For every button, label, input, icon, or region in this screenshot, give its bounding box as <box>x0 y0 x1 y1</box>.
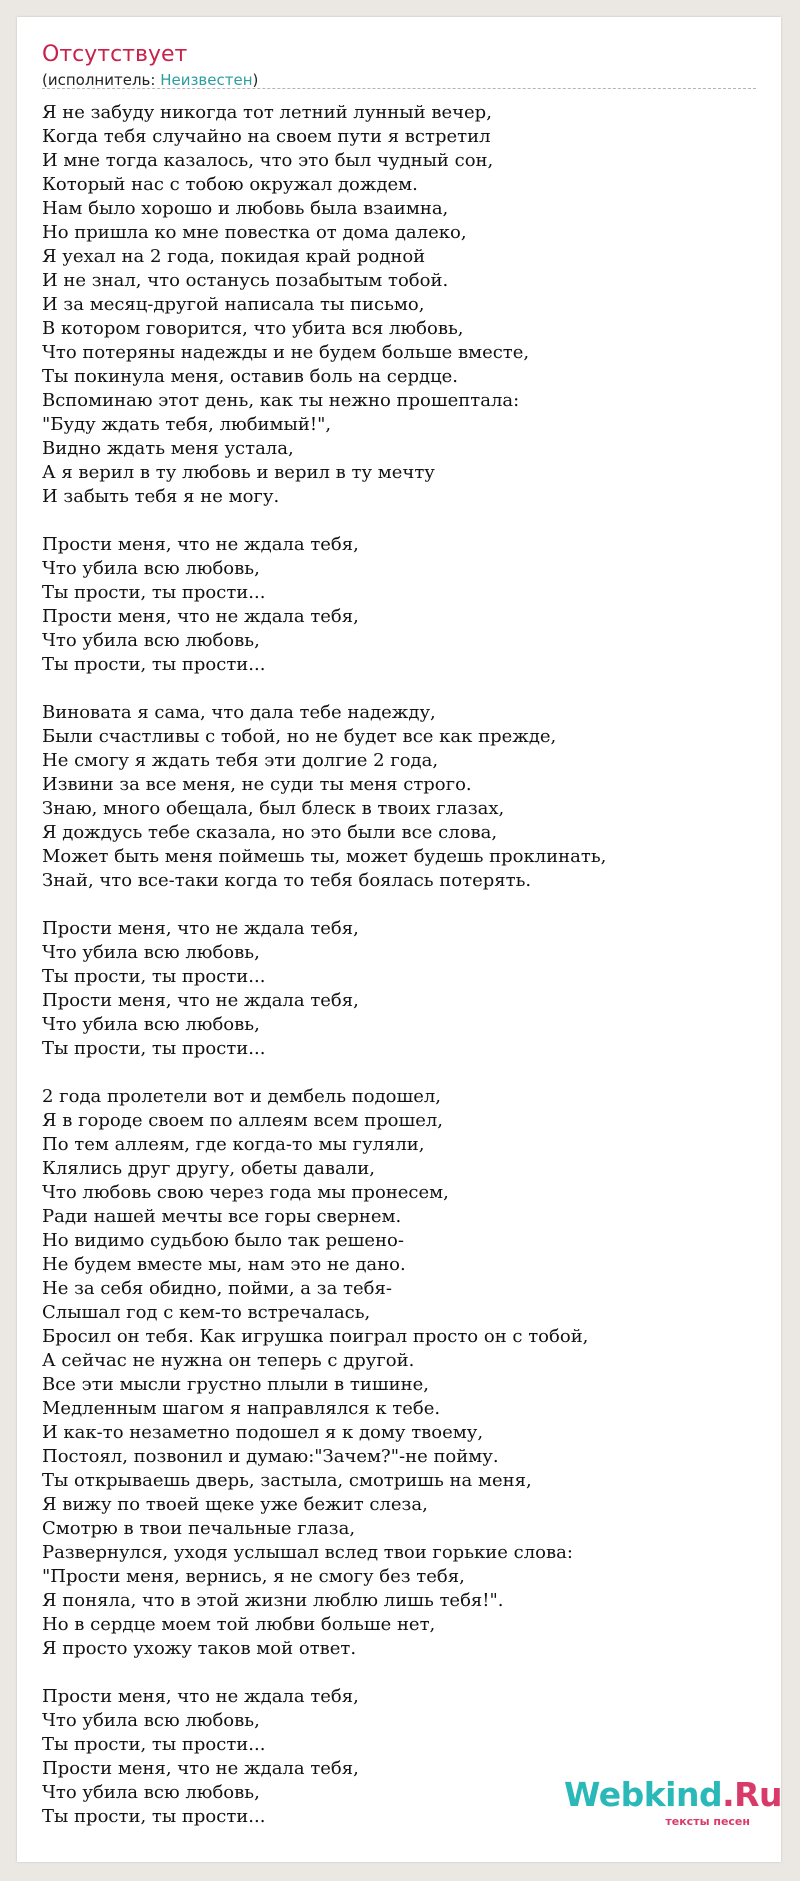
lyric-line: "Прости меня, вернись, я не смогу без тебя, <box>42 1566 465 1587</box>
site-logo[interactable] <box>564 1775 783 1833</box>
lyric-line: Я не забуду никогда тот летний лунный вечер, <box>42 102 492 123</box>
logo-tagline: тексты песен <box>665 1815 750 1828</box>
lyric-line: В котором говорится, что убита вся любовь, <box>42 318 464 339</box>
performer-suffix: ) <box>252 71 259 89</box>
lyric-line: Который нас с тобою окружал дождем. <box>42 174 418 195</box>
lyric-line: Ты открываешь дверь, застыла, смотришь на меня, <box>42 1470 532 1491</box>
logo-wordmark <box>564 1775 782 1815</box>
lyric-line: Что убила всю любовь, <box>42 558 260 579</box>
lyric-line: Знаю, много обещала, был блеск в твоих глазах, <box>42 798 505 819</box>
logo-brand-text: Webkind <box>564 1775 723 1814</box>
stanza-break <box>42 893 762 917</box>
lyric-line: Знай, что все-таки когда то тебя боялась потерять. <box>42 870 532 891</box>
song-title: Отсутствует <box>42 42 188 67</box>
lyric-line: Прости меня, что не ждала тебя, <box>42 606 359 627</box>
lyric-line: 2 года пролетели вот и дембель подошел, <box>42 1086 442 1107</box>
lyric-line: Прости меня, что не ждала тебя, <box>42 534 359 555</box>
performer-prefix: (исполнитель: <box>42 71 161 89</box>
lyric-line: И как-то незаметно подошел я к дому твоему, <box>42 1422 484 1443</box>
lyric-line: Нам было хорошо и любовь была взаимна, <box>42 198 449 219</box>
lyric-line: Ради нашей мечты все горы свернем. <box>42 1206 402 1227</box>
lyric-line: Не будем вместе мы, нам это не дано. <box>42 1254 406 1275</box>
lyric-line: Ты прости, ты прости... <box>42 1806 266 1827</box>
lyric-line: "Буду ждать тебя, любимый!", <box>42 414 332 435</box>
lyric-line: Прости меня, что не ждала тебя, <box>42 990 359 1011</box>
lyric-line: Но пришла ко мне повестка от дома далеко, <box>42 222 467 243</box>
lyric-line: Я дождусь тебе сказала, но это были все слова, <box>42 822 498 843</box>
lyric-line: Не смогу я ждать тебя эти долгие 2 года, <box>42 750 439 771</box>
lyric-line: Медленным шагом я направлялся к тебе. <box>42 1398 441 1419</box>
lyric-line: Но видимо судьбою было так решено- <box>42 1230 404 1251</box>
lyric-line: Прости меня, что не ждала тебя, <box>42 1686 359 1707</box>
lyric-line: Виновата я сама, что дала тебе надежду, <box>42 702 436 723</box>
lyric-line: Слышал год с кем-то встречалась, <box>42 1302 371 1323</box>
title-divider <box>42 88 756 89</box>
lyric-line: Я уехал на 2 года, покидая край родной <box>42 246 426 267</box>
logo-tld-text: .Ru <box>722 1775 783 1814</box>
stanza-break <box>42 677 762 701</box>
lyric-line: Извини за все меня, не суди ты меня строго. <box>42 774 472 795</box>
lyric-line: А сейчас не нужна он теперь с другой. <box>42 1350 415 1371</box>
lyrics-card <box>17 17 781 1862</box>
lyric-line: И забыть тебя я не могу. <box>42 486 280 507</box>
lyric-line: Не за себя обидно, пойми, а за тебя- <box>42 1278 392 1299</box>
lyric-line: Я вижу по твоей щеке уже бежит слеза, <box>42 1494 428 1515</box>
lyric-line: Развернулся, уходя услышал вслед твои горькие слова: <box>42 1542 573 1563</box>
lyric-line: Прости меня, что не ждала тебя, <box>42 1758 359 1779</box>
stanza-break <box>42 509 762 533</box>
lyric-line: И мне тогда казалось, что это был чудный сон, <box>42 150 494 171</box>
performer-link[interactable]: Неизвестен <box>160 71 253 89</box>
lyric-line: Что убила всю любовь, <box>42 1014 260 1035</box>
lyric-line: Все эти мысли грустно плыли в тишине, <box>42 1374 429 1395</box>
lyric-line: Ты покинула меня, оставив боль на сердце. <box>42 366 459 387</box>
lyric-line: Что потеряны надежды и не будем больше вместе, <box>42 342 530 363</box>
lyric-line: Клялись друг другу, обеты давали, <box>42 1158 375 1179</box>
lyric-line: Ты прости, ты прости... <box>42 1734 266 1755</box>
lyric-line: Что убила всю любовь, <box>42 942 260 963</box>
lyric-line: Бросил он тебя. Как игрушка поиграл просто он с тобой, <box>42 1326 589 1347</box>
lyric-line: Я в городе своем по аллеям всем прошел, <box>42 1110 444 1131</box>
lyric-line: Ты прости, ты прости... <box>42 654 266 675</box>
lyric-line: Что убила всю любовь, <box>42 1782 260 1803</box>
lyric-line: И не знал, что останусь позабытым тобой. <box>42 270 449 291</box>
lyric-line: Когда тебя случайно на своем пути я встретил <box>42 126 491 147</box>
lyric-line: Что убила всю любовь, <box>42 1710 260 1731</box>
lyric-line: Я поняла, что в этой жизни люблю лишь тебя!". <box>42 1590 504 1611</box>
lyrics-text <box>42 101 762 1829</box>
lyric-line: Что любовь свою через года мы пронесем, <box>42 1182 449 1203</box>
lyric-line: Но в сердце моем той любви больше нет, <box>42 1614 436 1635</box>
lyric-line: Прости меня, что не ждала тебя, <box>42 918 359 939</box>
lyric-line: По тем аллеям, где когда-то мы гуляли, <box>42 1134 425 1155</box>
lyric-line: Может быть меня поймешь ты, может будешь проклинать, <box>42 846 607 867</box>
lyric-line: Видно ждать меня устала, <box>42 438 294 459</box>
lyric-line: Ты прости, ты прости... <box>42 582 266 603</box>
lyric-line: Ты прости, ты прости... <box>42 966 266 987</box>
lyric-line: Постоял, позвонил и думаю:"Зачем?"-не пойму. <box>42 1446 499 1467</box>
lyric-line: Смотрю в твои печальные глаза, <box>42 1518 356 1539</box>
lyric-line: Я просто ухожу таков мой ответ. <box>42 1638 357 1659</box>
lyric-line: Ты прости, ты прости... <box>42 1038 266 1059</box>
performer-line <box>42 70 258 90</box>
lyric-line: Были счастливы с тобой, но не будет все как прежде, <box>42 726 557 747</box>
lyric-line: Что убила всю любовь, <box>42 630 260 651</box>
lyric-line: А я верил в ту любовь и верил в ту мечту <box>42 462 435 483</box>
stanza-break <box>42 1061 762 1085</box>
lyric-line: И за месяц-другой написала ты письмо, <box>42 294 425 315</box>
lyric-line: Вспоминаю этот день, как ты нежно прошептала: <box>42 390 520 411</box>
stanza-break <box>42 1661 762 1685</box>
